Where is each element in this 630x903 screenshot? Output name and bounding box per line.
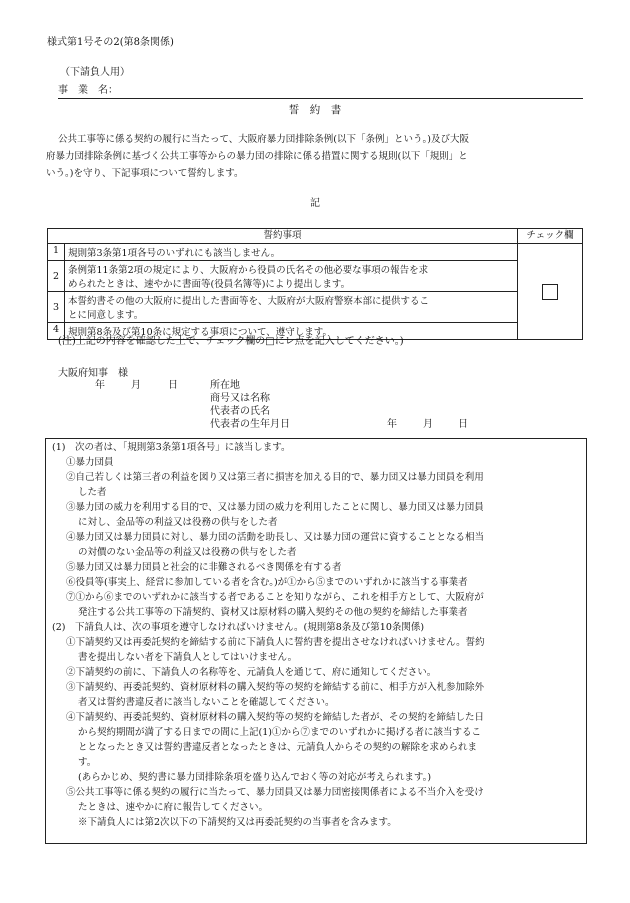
box-line: ②下請契約の前に、下請負人の名称等を、元請負人を通じて、府に通知してください。: [66, 667, 437, 678]
note: (注)上記の内容を確認した上で、チェック欄の□にレ点を記入してください。): [58, 336, 404, 347]
table-row: [48, 292, 583, 323]
birth-day: 日: [458, 419, 468, 430]
row-text: [65, 261, 518, 292]
box-line: ②自己若しくは第三者の利益を図り又は第三者に損害を加える目的で、暴力団又は暴力団員を利用: [66, 472, 484, 483]
birth-month: 月: [423, 419, 433, 430]
box-line: 発注する公共工事等の下請契約、資材又は原材料の購入契約その他の契約を締結した事業者: [78, 607, 468, 618]
date-day: 日: [168, 380, 178, 391]
oath-header-check: チェック欄: [518, 229, 583, 244]
box-line: ⑤公共工事等に係る契約の履行に当たって、暴力団員又は暴力団密接関係者による不当介入を受け: [66, 787, 484, 798]
intro-line-3: いう。)を守り、下記事項について誓約します。: [46, 168, 244, 179]
oath-header-item: 誓約事項: [48, 229, 518, 244]
date-month: 月: [131, 380, 141, 391]
row-line: 規則第3条第1項各号のいずれにも該当しません。: [68, 248, 281, 259]
date-year: 年: [95, 380, 105, 391]
field-address: 所在地: [210, 380, 240, 391]
box-line: ④下請契約、再委託契約、資材原材料の購入契約等の契約を締結した者が、その契約を締結した日: [66, 712, 485, 723]
form-number: 様式第1号その2(第8条関係): [47, 37, 174, 48]
box-line: した者: [78, 487, 107, 498]
field-rep-birth: 代表者の生年月日: [210, 419, 290, 430]
box-line: (あらかじめ、契約書に暴力団排除条項を盛り込んでおく等の対応が考えられます。): [78, 772, 432, 783]
row-line: 本誓約書その他の大阪府に提出した書面等を、大阪府が大阪府警察本部に提供するこ: [68, 296, 430, 307]
row-number: 4: [48, 323, 65, 340]
box-line: (1) 次の者は、「規則第3条第1項各号」に該当します。: [52, 442, 291, 453]
business-name-field[interactable]: [58, 85, 583, 99]
box-line: に対し、金品等の利益又は役務の供与をした者: [78, 517, 278, 528]
box-line: ①暴力団員: [66, 457, 114, 468]
table-row: [48, 244, 583, 261]
box-line: ⑦①から⑥までのいずれかに該当する者であることを知りながら、これを相手方として、大阪府が: [66, 592, 484, 603]
box-line: (2) 下請負人は、次の事項を遵守しなければいけません。(規則第8条及び第10条関係): [52, 622, 425, 633]
box-line: から契約期間が満了する日までの間に上記(1)①から⑦までのいずれかに掲げる者に該当するこ: [78, 727, 481, 738]
row-line: 規則第8条及び第10条に規定する事項について、遵守します。: [68, 327, 332, 338]
birth-year: 年: [387, 419, 397, 430]
row-text: [65, 292, 518, 323]
box-line: の対價のない金品等の利益又は役務の供与をした者: [78, 547, 297, 558]
row-line: とに同意します。: [68, 310, 144, 321]
box-line: ※下請負人には第2次以下の下請契約又は再委託契約の当事者を含みます。: [78, 817, 397, 828]
row-number: 1: [48, 244, 65, 261]
addressee: 大阪府知事 様: [58, 368, 128, 379]
row-line: められたときは、速やかに書面等(役員名簿等)により提出します。: [68, 279, 351, 290]
row-number: 2: [48, 261, 65, 292]
box-line: ととなったとき又は誓約書違反者となったときは、元請負人からその契約の解除を求められま: [78, 742, 478, 753]
row-text: [65, 244, 518, 261]
check-cell: [518, 244, 583, 340]
field-rep-name: 代表者の氏名: [210, 406, 270, 417]
box-line: ④暴力団又は暴力団員に対し、暴力団の活動を助長し、又は暴力団の運営に資することとなる相当: [66, 532, 485, 543]
oath-table: [47, 228, 583, 340]
row-line: 条例第11条第2項の規定により、大阪府から役員の氏名その他必要な事項の報告を求: [68, 265, 429, 276]
oath-checkbox[interactable]: [542, 284, 558, 300]
business-name-label: 事 業 名：: [58, 85, 118, 96]
row-number: 3: [48, 292, 65, 323]
box-line: 書を提出しない者を下請負人としてはいけません。: [78, 652, 298, 663]
document-title: 誓 約 書: [288, 104, 342, 116]
field-company: 商号又は名称: [210, 393, 270, 404]
box-line: 者又は誓約書違反者に該当しないことを確認してください。: [78, 697, 335, 708]
box-line: ③下請契約、再委託契約、資材原材料の購入契約等の契約を締結する前に、相手方が入札参加除外: [66, 682, 485, 693]
box-line: す。: [78, 757, 97, 768]
box-line: ①下請契約又は再委託契約を締結する前に下請負人に誓約書を提出させなければいけません。誓約: [66, 637, 485, 648]
table-row: [48, 261, 583, 292]
intro-line-1: 公共工事等に係る契約の履行に当たって、大阪府暴力団排除条例(以下「条例」という。)及び大阪: [58, 134, 469, 145]
form-subtitle: （下請負人用）: [60, 67, 130, 78]
box-line: ⑥役員等(事実上、経営に参加している者を含む。)が①から⑤までのいずれかに該当する事業者: [66, 577, 468, 588]
box-line: ⑤暴力団又は暴力団員と社会的に非難されるべき関係を有する者: [66, 562, 342, 573]
box-line: ③暴力団の威力を利用する目的で、又は暴力団の威力を利用したことに関し、暴力団又は暴力団員: [66, 502, 484, 513]
intro-line-2: 府暴力団排除条例に基づく公共工事等からの暴力団の排除に係る措置に関する規則(以下「規則」と: [46, 151, 468, 162]
box-line: たときは、速やかに府に報告してください。: [78, 802, 269, 813]
ki-heading: 記: [310, 198, 320, 209]
